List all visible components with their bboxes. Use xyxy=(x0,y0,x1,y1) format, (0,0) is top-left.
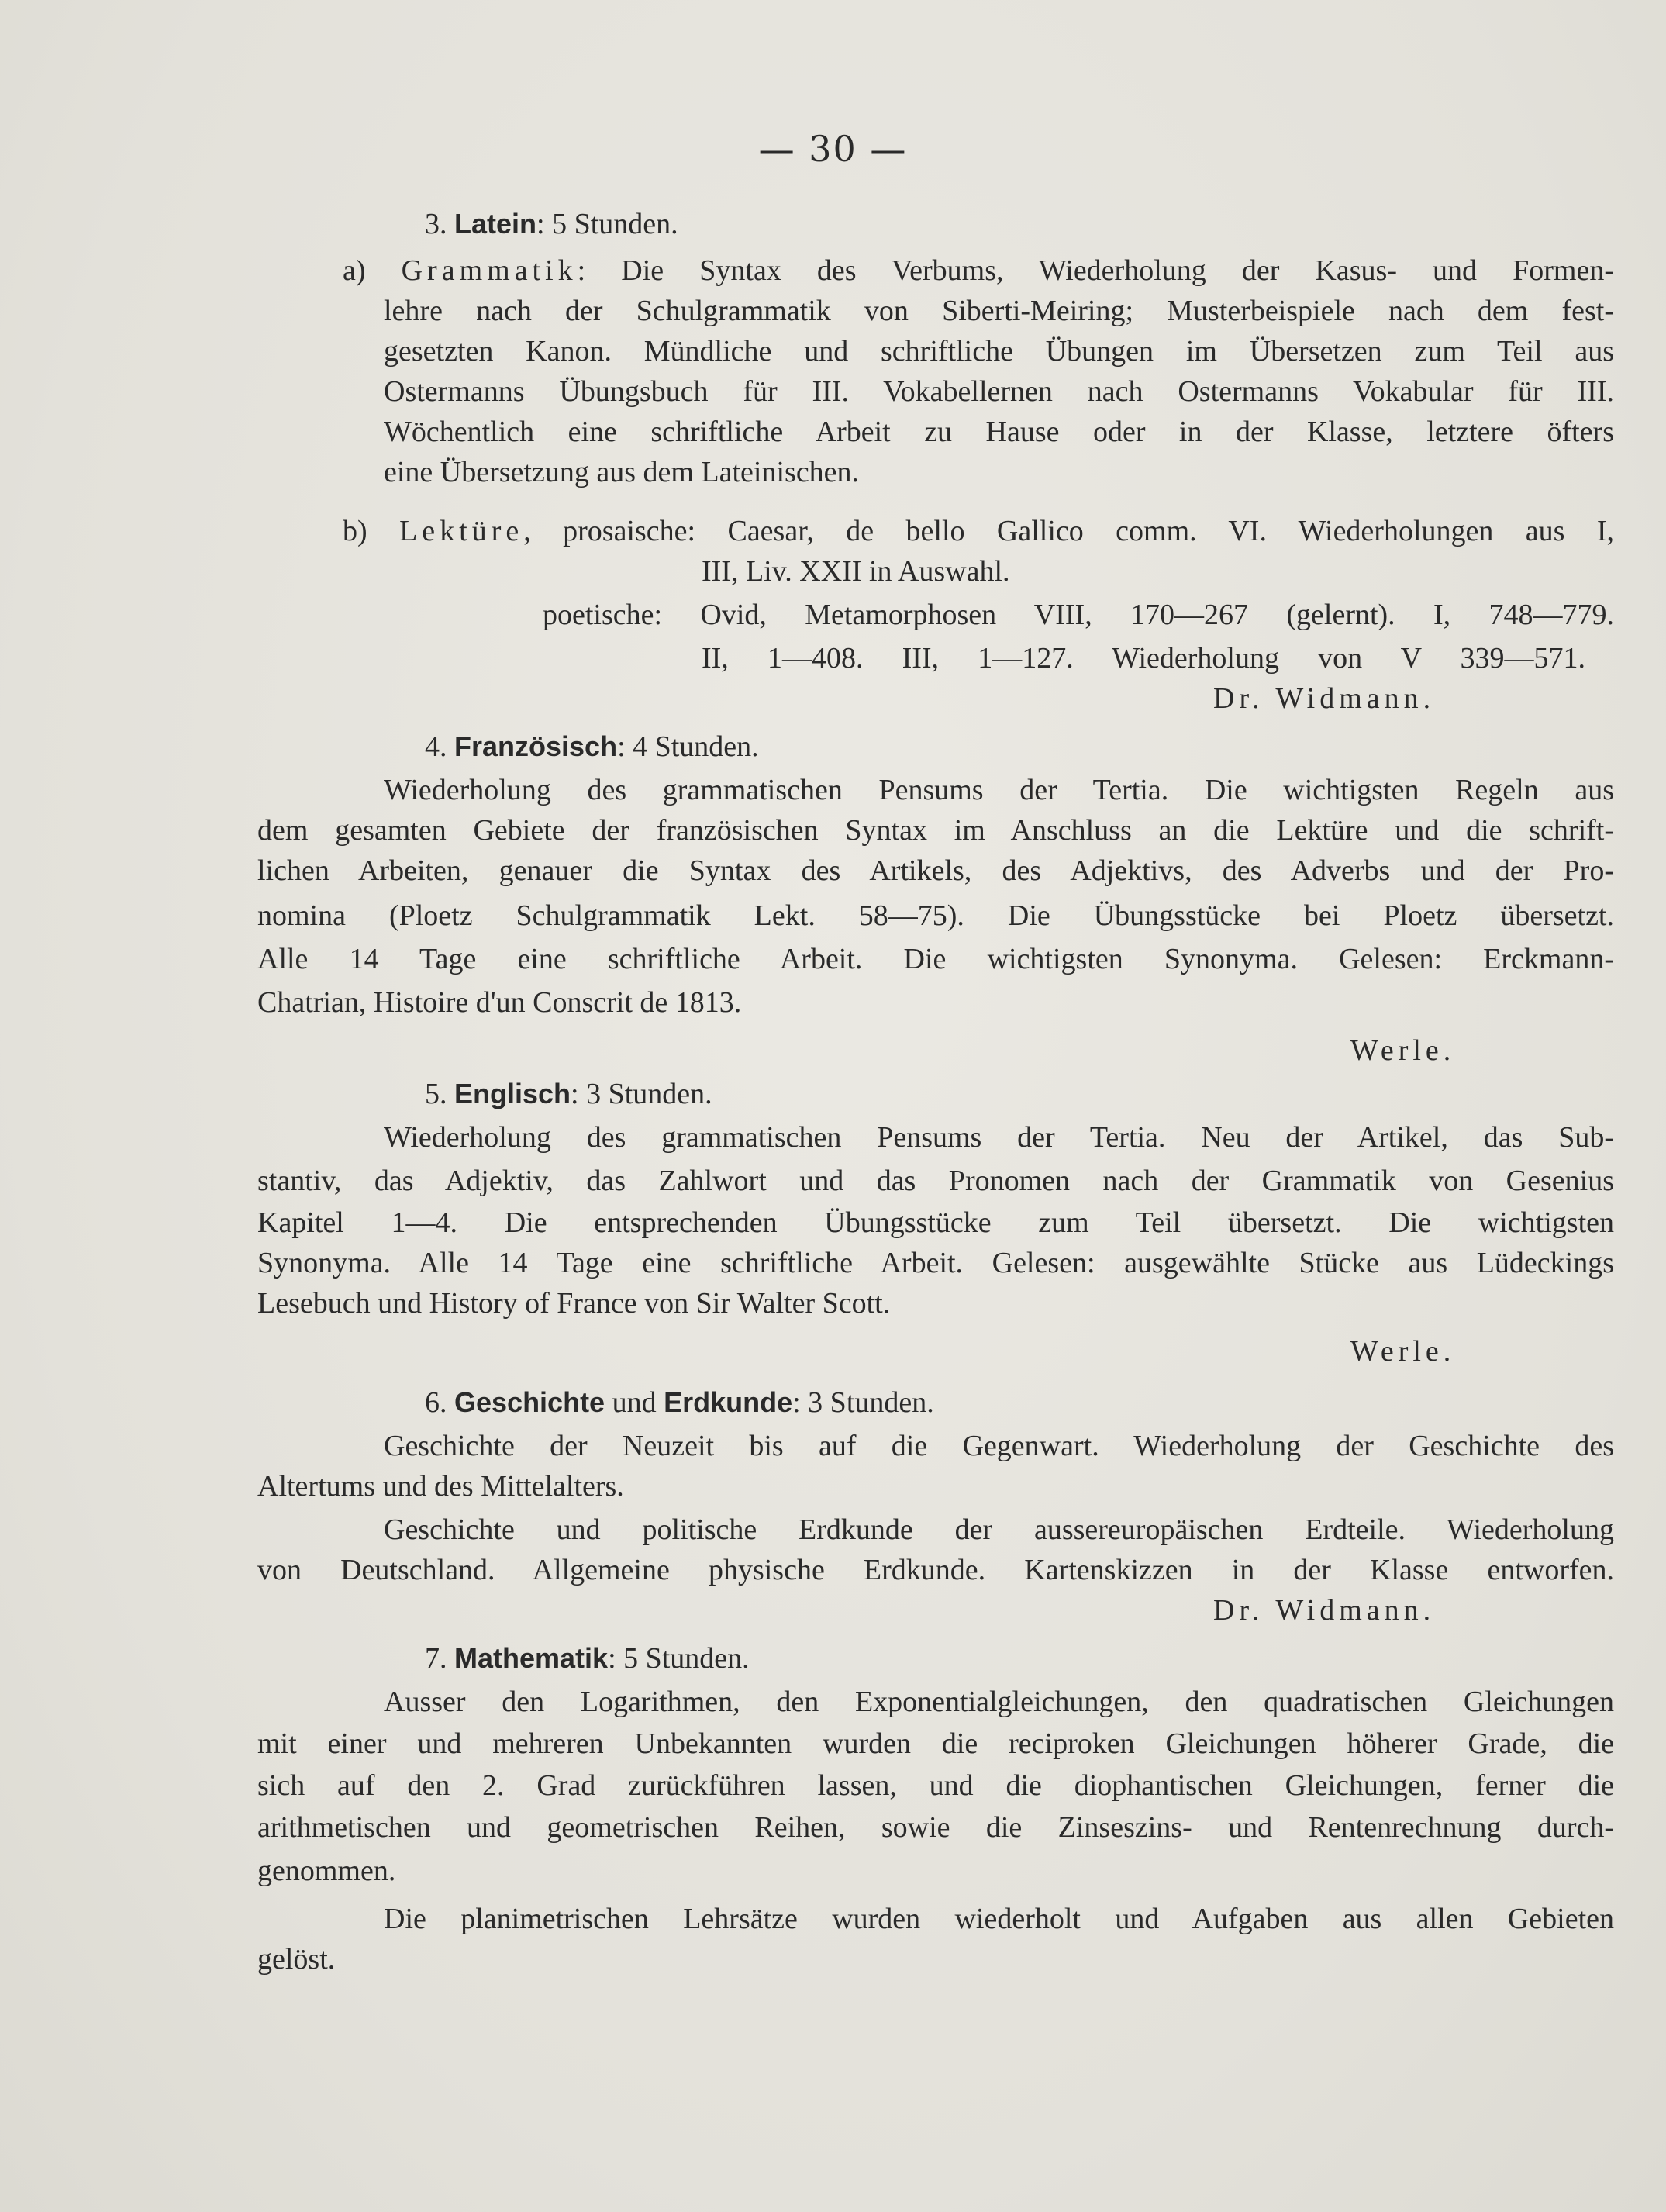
section-title: Mathematik xyxy=(454,1642,609,1674)
latein-a-line-1 xyxy=(343,256,1614,285)
heading-mathematik xyxy=(425,1644,750,1673)
latein-b-line-2: III, Liv. XXII in Auswahl. xyxy=(702,555,1010,588)
section-number: 3. xyxy=(425,208,447,240)
item-text: : Die Syntax des Verbums, Wiederholung der Kasus- und Formen- xyxy=(577,254,1614,287)
section-title: Geschichte xyxy=(454,1386,605,1418)
latein-a-line-4: Ostermanns Übungsbuch für III. Vokabellernen nach Ostermanns Vokabular für III. xyxy=(384,375,1614,408)
section-number: 4. xyxy=(425,730,447,763)
item-label: b) xyxy=(343,515,367,547)
heading-franzoesisch xyxy=(425,732,759,761)
item-term: Lektüre xyxy=(399,515,524,547)
latein-b-line-1 xyxy=(343,516,1614,546)
section-number: 7. xyxy=(425,1642,447,1675)
franz-line-2: dem gesamten Gebiete der französischen Syntax im Anschluss an die Lektüre und die schrift- xyxy=(257,814,1614,847)
latein-b-line-3: poetische: Ovid, Metamorphosen VIII, 170—267 (gelernt). I, 748—779. xyxy=(543,599,1614,631)
gesch-line-2: Altertums und des Mittelalters. xyxy=(257,1470,624,1503)
item-text: , prosaische: Caesar, de bello Gallico comm. VI. Wiederholungen aus I, xyxy=(523,515,1614,547)
gesch-line-3: Geschichte und politische Erdkunde der aussereuropäischen Erdteile. Wiederholung xyxy=(384,1513,1614,1546)
math-line-2: mit einer und mehreren Unbekannten wurden die reciproken Gleichungen höherer Grade, die xyxy=(257,1727,1614,1760)
section-title: Englisch xyxy=(454,1078,571,1109)
engl-line-1: Wiederholung des grammatischen Pensums der Tertia. Neu der Artikel, das Sub- xyxy=(384,1121,1614,1154)
engl-line-4: Synonyma. Alle 14 Tage eine schriftliche Arbeit. Gelesen: ausgewählte Stücke aus Lüdeckings xyxy=(257,1247,1614,1279)
franz-line-4: nomina (Ploetz Schulgrammatik Lekt. 58—75). Die Übungsstücke bei Ploetz übersetzt. xyxy=(257,899,1614,932)
section-hours: : 5 Stunden. xyxy=(608,1642,750,1675)
franz-line-6: Chatrian, Histoire d'un Conscrit de 1813. xyxy=(257,986,742,1019)
teacher-signature: Dr. Widmann. xyxy=(1213,1594,1436,1627)
section-conjunction: und xyxy=(612,1386,657,1419)
section-hours: : 4 Stunden. xyxy=(617,730,759,763)
latein-a-line-3: gesetzten Kanon. Mündliche und schriftliche Übungen im Übersetzen zum Teil aus xyxy=(384,335,1614,368)
heading-geschichte xyxy=(425,1388,934,1417)
item-label: a) xyxy=(343,254,366,287)
section-number: 5. xyxy=(425,1078,447,1110)
teacher-signature: Werle. xyxy=(1350,1335,1456,1368)
engl-line-5: Lesebuch und History of France von Sir Walter Scott. xyxy=(257,1287,891,1320)
section-title-2: Erdkunde xyxy=(664,1386,793,1418)
page-number: — 30 — xyxy=(758,128,908,170)
franz-line-3: lichen Arbeiten, genauer die Syntax des Artikels, des Adjektivs, des Adverbs und der Pro- xyxy=(257,854,1614,887)
heading-englisch xyxy=(425,1079,712,1109)
section-title: Latein xyxy=(454,208,537,240)
franz-line-1: Wiederholung des grammatischen Pensums der Tertia. Die wichtigsten Regeln aus xyxy=(384,774,1614,806)
latein-a-line-5: Wöchentlich eine schriftliche Arbeit zu Hause oder in der Klasse, letztere öfters xyxy=(384,416,1614,448)
math-line-5: genommen. xyxy=(257,1855,396,1887)
engl-line-3: Kapitel 1—4. Die entsprechenden Übungsstücke zum Teil übersetzt. Die wichtigsten xyxy=(257,1206,1614,1239)
teacher-signature: Dr. Widmann. xyxy=(1213,682,1436,715)
gesch-line-1: Geschichte der Neuzeit bis auf die Gegenwart. Wiederholung der Geschichte des xyxy=(384,1430,1614,1462)
math-line-7: gelöst. xyxy=(257,1943,336,1976)
gesch-line-4: von Deutschland. Allgemeine physische Erdkunde. Kartenskizzen in der Klasse entworfen. xyxy=(257,1554,1614,1586)
section-title: Französisch xyxy=(454,730,618,762)
latein-a-line-6: eine Übersetzung aus dem Lateinischen. xyxy=(384,456,860,488)
math-line-1: Ausser den Logarithmen, den Exponentialgleichungen, den quadratischen Gleichungen xyxy=(384,1686,1614,1718)
math-line-6: Die planimetrischen Lehrsätze wurden wiederholt und Aufgaben aus allen Gebieten xyxy=(384,1903,1614,1935)
section-hours: : 3 Stunden. xyxy=(571,1078,712,1110)
section-hours: : 3 Stunden. xyxy=(792,1386,934,1419)
item-term: Grammatik xyxy=(401,254,578,287)
franz-line-5: Alle 14 Tage eine schriftliche Arbeit. Die wichtigsten Synonyma. Gelesen: Erckmann- xyxy=(257,943,1614,975)
latein-b-line-4: II, 1—408. III, 1—127. Wiederholung von V 339—571. xyxy=(702,642,1585,675)
section-hours: : 5 Stunden. xyxy=(536,208,678,240)
latein-a-line-2: lehre nach der Schulgrammatik von Siberti-Meiring; Musterbeispiele nach dem fest- xyxy=(384,295,1614,327)
math-line-4: arithmetischen und geometrischen Reihen, sowie die Zinseszins- und Rentenrechnung durch- xyxy=(257,1811,1614,1844)
teacher-signature: Werle. xyxy=(1350,1034,1456,1067)
section-number: 6. xyxy=(425,1386,447,1419)
math-line-3: sich auf den 2. Grad zurückführen lassen, und die diophantischen Gleichungen, ferner die xyxy=(257,1769,1614,1802)
heading-latein xyxy=(425,209,678,239)
engl-line-2: stantiv, das Adjektiv, das Zahlwort und das Pronomen nach der Grammatik von Gesenius xyxy=(257,1165,1614,1197)
